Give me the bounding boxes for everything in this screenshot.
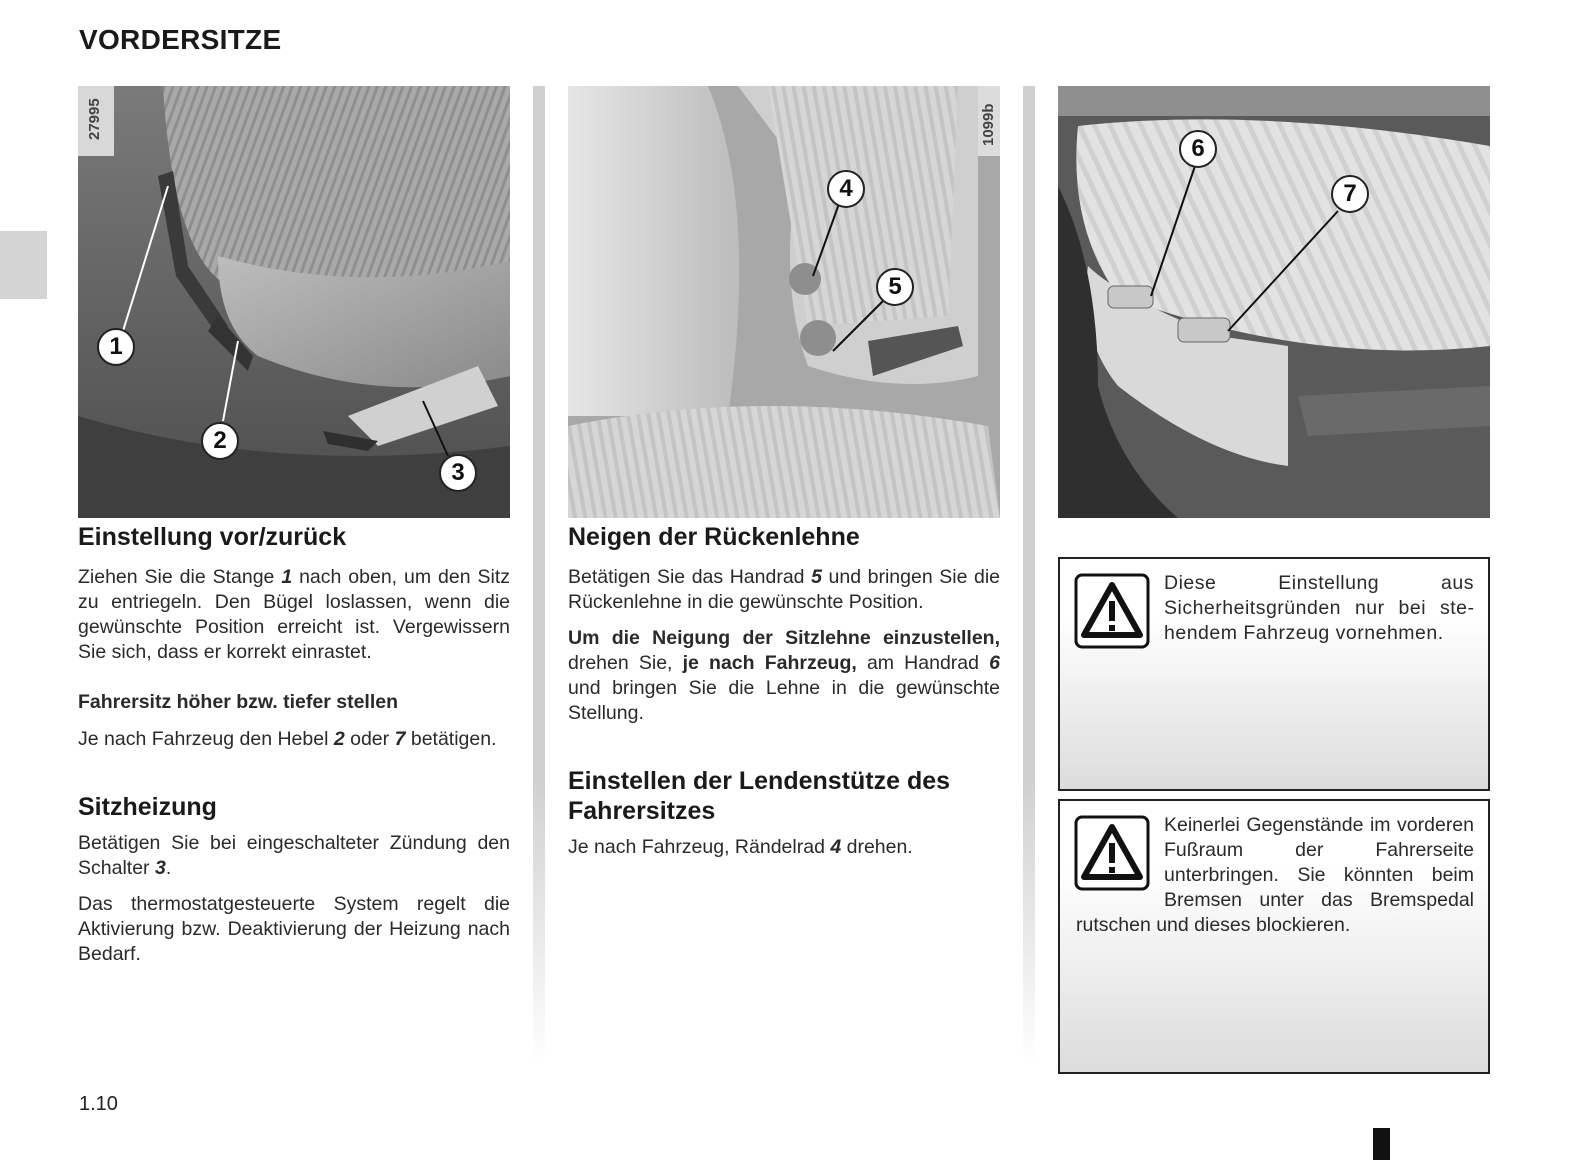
photo-seat-fore-aft-drawing xyxy=(78,86,510,518)
lumbar-text: Je nach Fahrzeug, Rändelrad 4 drehen. xyxy=(568,836,913,858)
callout-5: 5 xyxy=(876,268,914,306)
callout-1: 1 xyxy=(97,328,135,366)
photo-code: 27995 xyxy=(86,98,103,140)
column-divider xyxy=(533,86,545,1066)
photo-seat-backrest xyxy=(568,86,1000,518)
height-text: Je nach Fahrzeug den Hebel 2 oder 7 betätigen. xyxy=(78,728,497,750)
section-title-lumbar: Einstellen der Lendenstütze des Fahrersitzes xyxy=(568,767,951,825)
warning-triangle-icon xyxy=(1074,815,1150,891)
photo-seat-height-levers-drawing xyxy=(1058,86,1490,518)
callout-7: 7 xyxy=(1331,175,1369,213)
warning-box xyxy=(1058,557,1490,791)
section-title-backrest: Neigen der Rückenlehne xyxy=(568,523,860,551)
callout-4: 4 xyxy=(827,170,865,208)
photo-seat-height-levers xyxy=(1058,86,1490,518)
backrest-text-1: Betätigen Sie das Handrad 5 und bringen Sie die Rückenlehne in die gewünschte Position. xyxy=(568,566,1001,613)
photo-seat-fore-aft xyxy=(78,86,510,518)
warning-triangle-icon xyxy=(1074,573,1150,649)
seat-heating-text-2: Das thermostatgesteuerte System regelt die Aktivierung bzw. Deaktivierung der Heizung nach Bedarf. xyxy=(78,893,510,965)
callout-3: 3 xyxy=(439,454,477,492)
backrest-text-2: Um die Neigung der Sitzlehne einzustellen, drehen Sie, je nach Fahrzeug, am Handrad 6 und bringen Sie die Lehne in die gewünschte Stellung. xyxy=(568,627,1000,724)
subsection-height-title: Fahrersitz höher bzw. tiefer stellen xyxy=(78,691,399,713)
callout-6: 6 xyxy=(1179,130,1217,168)
column-1 xyxy=(78,522,510,967)
page-number: 1.10 xyxy=(79,1093,118,1115)
column-divider xyxy=(1023,86,1035,1066)
photo-code: 1099b xyxy=(980,103,997,146)
column-2 xyxy=(568,522,1000,860)
warning-box xyxy=(1058,799,1490,1074)
end-of-section-mark xyxy=(1373,1128,1390,1160)
chapter-side-tab xyxy=(0,231,47,299)
fore-aft-text: Ziehen Sie die Stange 1 nach oben, um den Sitz zu entriegeln. Den Bügel loslassen, wenn die gewünschte Position erreicht ist. Vergewissern Sie sich, dass er korrekt einrastet. xyxy=(78,566,510,663)
photo-seat-backrest-drawing xyxy=(568,86,1000,518)
warning-text: Diese Einstellung aus Sicherheitsgründen nur bei stehendem Fahrzeug vornehmen. xyxy=(1164,572,1474,644)
section-title-seat-heating: Sitzheizung xyxy=(78,793,217,821)
callout-2: 2 xyxy=(201,422,239,460)
page-title: VORDERSITZE xyxy=(79,24,282,55)
warning-text: Keinerlei Gegenstände im vorderen Fußraum der Fahrerseite unterbringen. Sie könnten beim Bremsen unter das Bremspedal rutschen und dieses blockieren. xyxy=(1076,814,1474,936)
section-title-fore-aft: Einstellung vor/zurück xyxy=(78,523,347,551)
seat-heating-text-1: Betätigen Sie bei eingeschalteter Zündung den Schalter 3. xyxy=(78,832,510,879)
